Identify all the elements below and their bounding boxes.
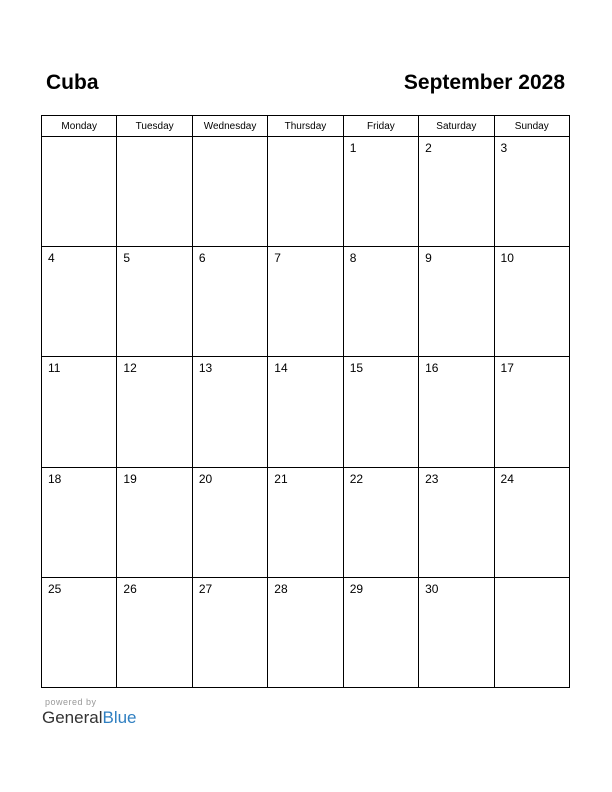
weekday-header-sunday: Sunday xyxy=(494,116,569,137)
day-number: 20 xyxy=(198,471,213,486)
week-row xyxy=(42,467,570,577)
day-number: 24 xyxy=(500,471,514,486)
day-cell xyxy=(192,467,267,577)
day-cell xyxy=(494,467,569,577)
day-cell xyxy=(494,137,569,247)
day-cell xyxy=(494,247,569,357)
day-number: 27 xyxy=(198,581,213,596)
day-number xyxy=(117,137,191,141)
day-number: 15 xyxy=(349,361,364,376)
logo-general-text: General xyxy=(42,708,103,727)
day-number: 29 xyxy=(349,581,364,596)
day-number: 1 xyxy=(349,141,357,155)
day-cell xyxy=(268,247,343,357)
day-cell xyxy=(192,137,267,247)
month-year-title: September 2028 xyxy=(403,71,565,94)
day-cell xyxy=(419,577,494,687)
day-cell xyxy=(268,467,343,577)
day-number: 23 xyxy=(425,471,439,486)
weekday-header-thursday: Thursday xyxy=(268,116,343,137)
day-cell xyxy=(419,467,494,577)
day-cell xyxy=(343,467,418,577)
day-number: 10 xyxy=(500,251,514,266)
day-cell xyxy=(42,137,117,247)
week-row xyxy=(42,577,570,687)
day-cell xyxy=(42,577,117,687)
logo-blue-text: Blue xyxy=(102,708,137,727)
day-cell xyxy=(419,357,494,467)
day-number: 12 xyxy=(123,361,137,376)
day-cell xyxy=(494,577,569,687)
day-cell xyxy=(42,357,117,467)
day-cell xyxy=(117,577,192,687)
day-cell xyxy=(117,137,192,247)
generalblue-logo[interactable] xyxy=(42,708,137,728)
day-number: 4 xyxy=(48,251,55,266)
day-number: 3 xyxy=(500,141,508,155)
day-cell xyxy=(117,357,192,467)
day-cell xyxy=(192,357,267,467)
day-cell xyxy=(343,577,418,687)
day-number: 25 xyxy=(48,581,62,596)
day-number: 7 xyxy=(274,251,281,266)
day-number xyxy=(495,578,569,582)
day-cell xyxy=(117,467,192,577)
day-cell xyxy=(343,247,418,357)
day-cell xyxy=(343,357,418,467)
day-number: 22 xyxy=(349,471,364,486)
day-number: 17 xyxy=(500,361,514,376)
day-cell xyxy=(268,577,343,687)
day-number: 21 xyxy=(274,471,288,486)
day-number: 28 xyxy=(274,581,288,596)
weekday-header-row xyxy=(42,116,570,137)
day-number xyxy=(268,137,342,141)
day-number: 13 xyxy=(198,361,213,376)
day-number: 18 xyxy=(48,471,62,486)
day-number xyxy=(42,137,116,141)
weekday-header-tuesday: Tuesday xyxy=(117,116,192,137)
day-number: 9 xyxy=(425,251,432,266)
powered-by-text: powered by xyxy=(45,697,97,707)
day-number: 14 xyxy=(274,361,288,376)
weekday-header-monday: Monday xyxy=(42,116,117,137)
day-number: 26 xyxy=(123,581,137,596)
day-number: 6 xyxy=(198,251,206,266)
day-cell xyxy=(268,137,343,247)
day-cell xyxy=(343,137,418,247)
day-cell xyxy=(42,247,117,357)
day-cell xyxy=(192,577,267,687)
day-cell xyxy=(117,247,192,357)
day-number: 11 xyxy=(48,361,61,376)
day-number: 8 xyxy=(349,251,357,266)
day-number: 5 xyxy=(123,251,131,266)
week-row xyxy=(42,137,570,247)
calendar-grid xyxy=(41,115,570,688)
day-number: 19 xyxy=(123,471,137,486)
day-cell xyxy=(192,247,267,357)
day-number: 30 xyxy=(425,581,439,596)
week-row xyxy=(42,357,570,467)
day-cell xyxy=(268,357,343,467)
day-number: 2 xyxy=(425,141,432,155)
day-cell xyxy=(42,467,117,577)
day-number xyxy=(193,137,267,141)
day-cell xyxy=(494,357,569,467)
weekday-header-friday: Friday xyxy=(343,116,418,137)
weekday-header-wednesday: Wednesday xyxy=(192,116,267,137)
weekday-header-saturday: Saturday xyxy=(419,116,494,137)
day-cell xyxy=(419,247,494,357)
day-cell xyxy=(419,137,494,247)
country-title: Cuba xyxy=(46,71,99,94)
week-row xyxy=(42,247,570,357)
day-number: 16 xyxy=(425,361,439,376)
